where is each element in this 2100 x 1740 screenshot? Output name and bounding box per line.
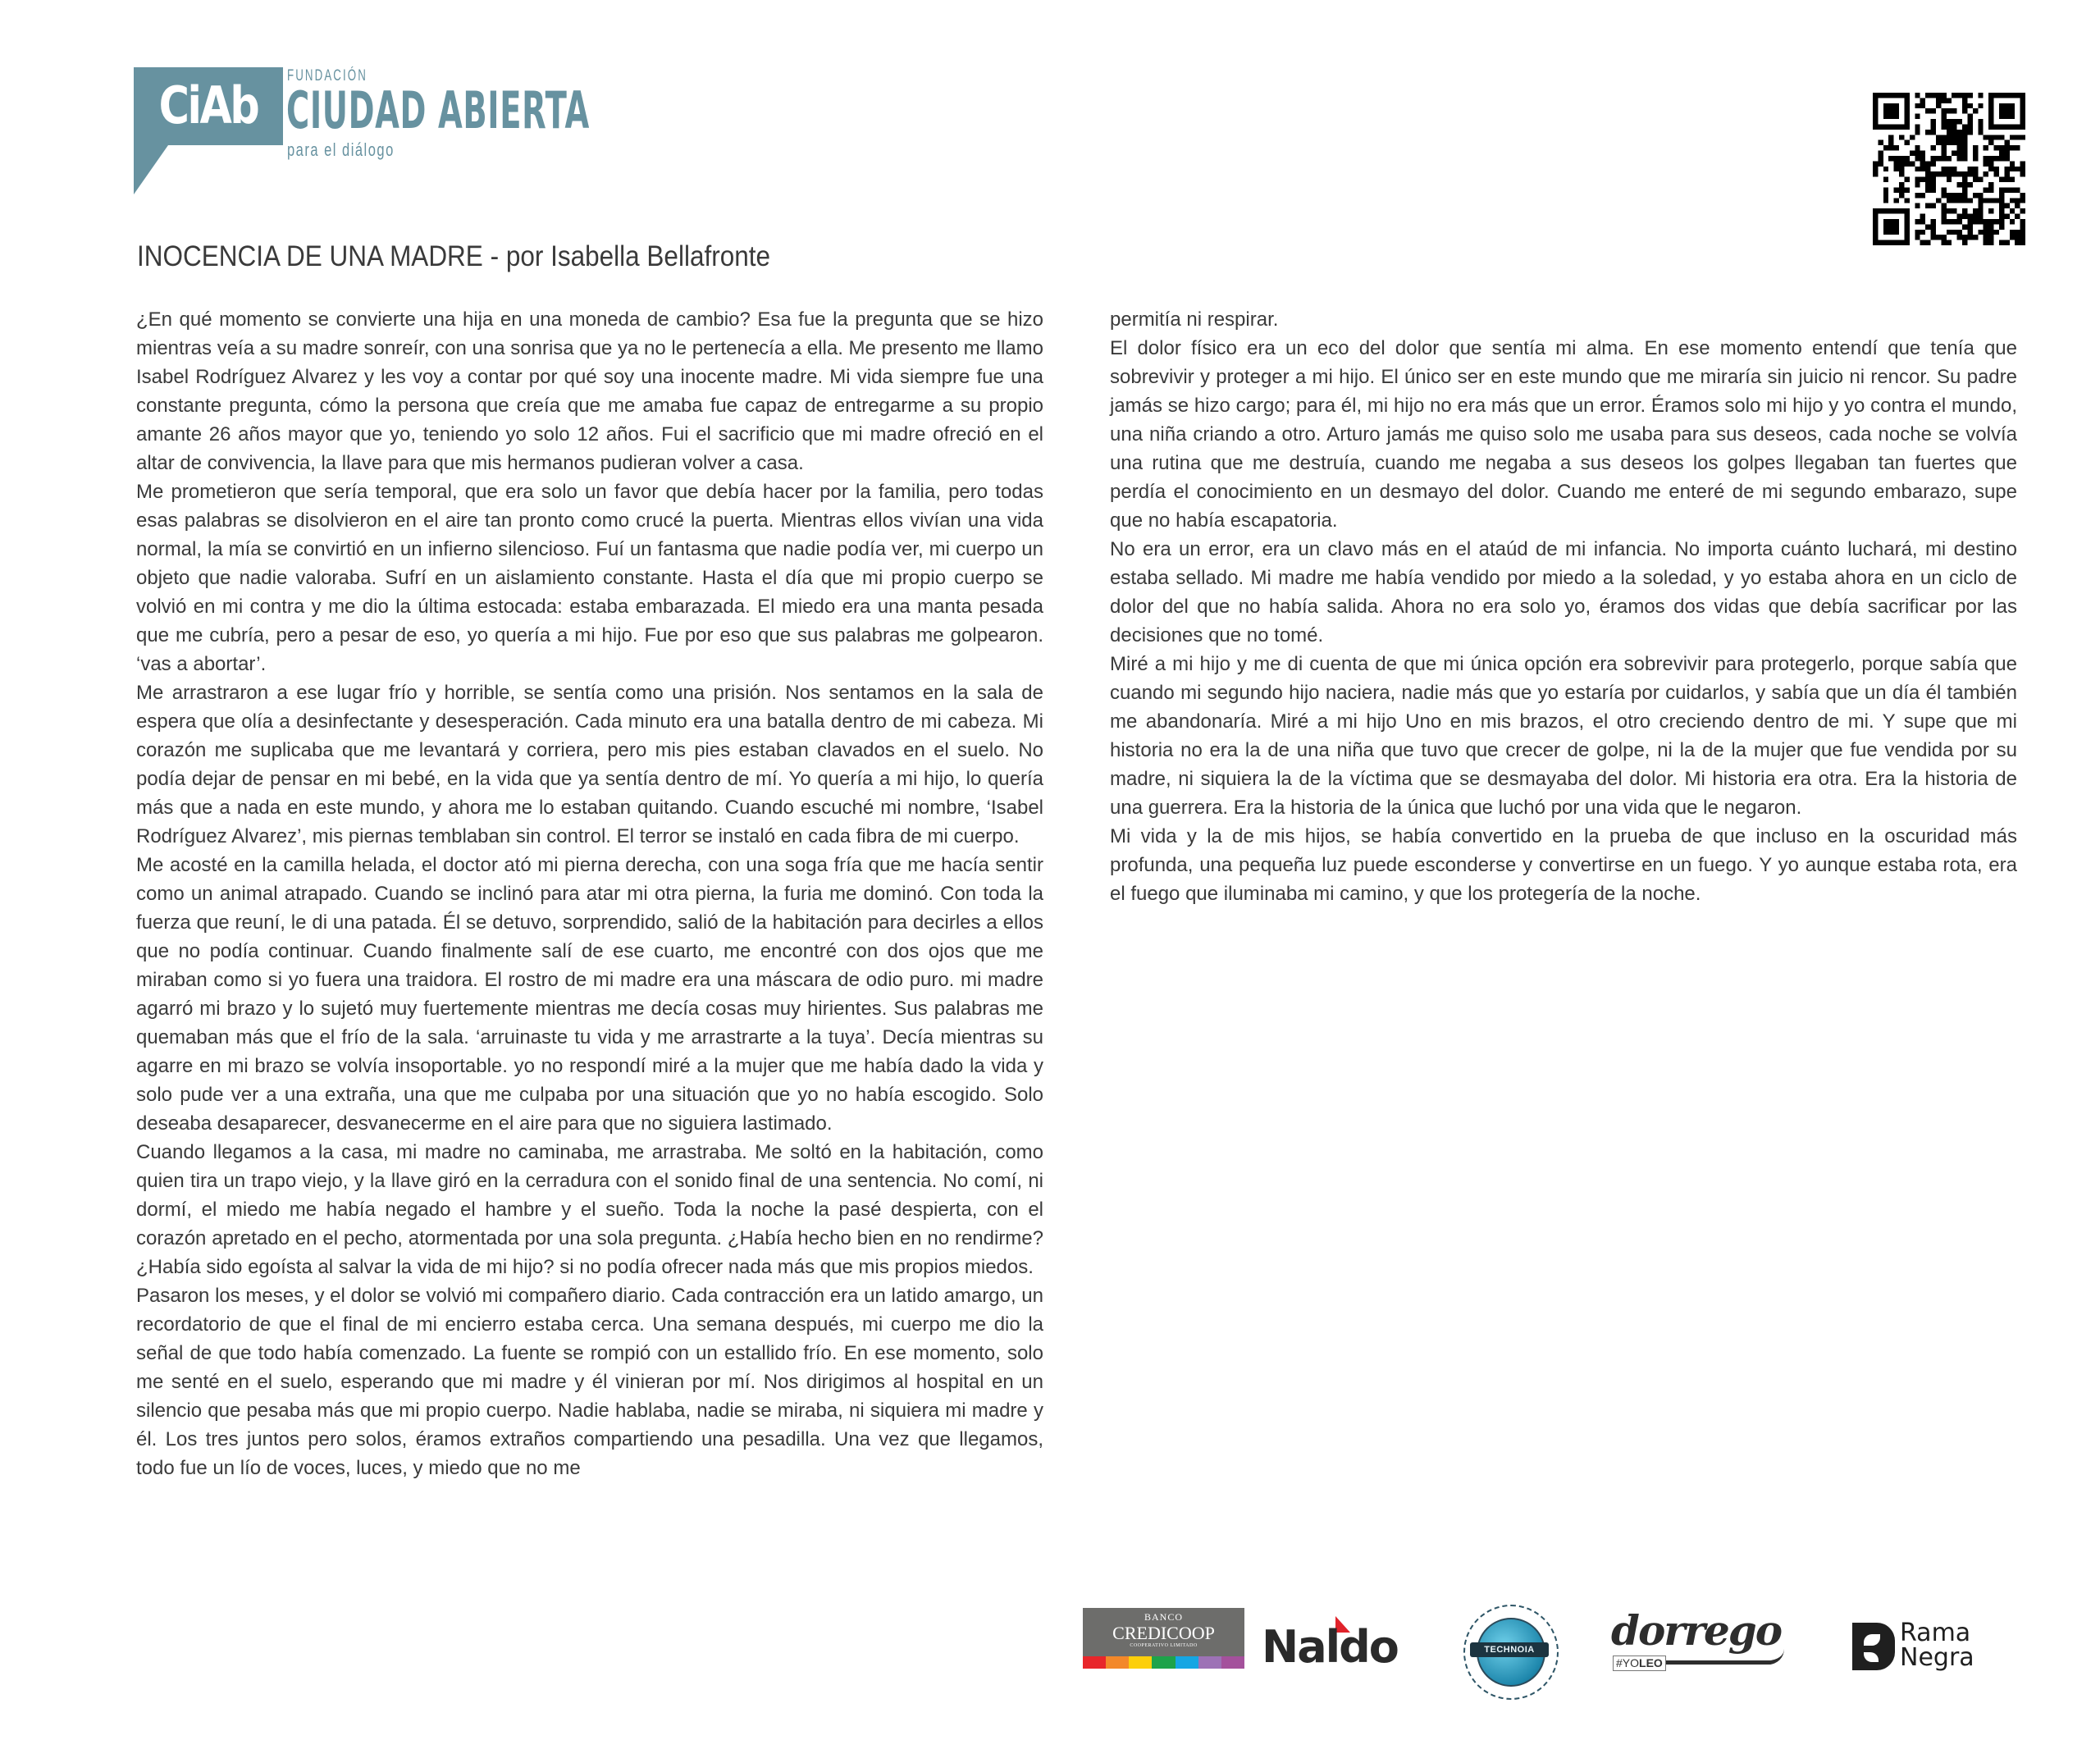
sponsor-logos [1083, 1600, 2034, 1706]
ciudad-abierta-logo [134, 67, 593, 211]
document-title: INOCENCIA DE UNA MADRE - por Isabella Bellafronte [137, 240, 771, 272]
qr-code-icon[interactable] [1873, 93, 2025, 245]
paragraph: El dolor físico era un eco del dolor que sentía mi alma. En ese momento entendí que tenía que sobrevivir y proteger a mi hijo. El único ser en este mundo que me miraría sin juicio ni rencor. Su padre jamás se hizo cargo; para él, mi hijo no era más que un error. Éramos solo mi hijo y yo contra el mundo, una niña criando a otro. Arturo jamás me quiso solo me usaba para sus deseos, cada noche se volvía una rutina que me destruía, cuando me negaba a sus deseos los golpes llegaban tan fuertes que perdía el conocimiento en un desmayo del dolor. Cuando me enteré de mi segundo embarazo, supe que no había escapatoria. [1110, 337, 2017, 532]
paragraph: ¿En qué momento se convierte una hija en una moneda de cambio? Esa fue la pregunta que se hizo mientras veía a su madre sonreír, con una sonrisa que ya no le pertenecía a ella. Me presento me llamo Isabel Rodríguez Alvarez y les voy a contar por qué soy una inocente madre. Mi vida siempre fue una constante pregunta, cómo la persona que creía que me amaba fue capaz de entregarme a su propio amante 26 años mayor que yo, teniendo yo solo 12 años. Fui el sacrificio que mi madre ofreció en el altar de convivencia, la llave para que mis hermanos pudieran volver a casa. [136, 308, 1043, 474]
naldo-logo [1262, 1610, 1418, 1675]
paragraph: Mi vida y la de mis hijos, se había convertido en la prueba de que incluso en la oscuridad más profunda, una pequeña luz puede esconderse y convertirse en un fuego. Y yo aunque estaba rota, era el fuego que iluminaba mi camino, y que los protegería de la noche. [1110, 825, 2017, 905]
stripe [1198, 1656, 1221, 1669]
logo-tagline: para el diálogo [287, 139, 395, 160]
credicoop-logo [1083, 1608, 1244, 1669]
rama-negra-r-icon [1852, 1623, 1895, 1670]
left-text-column [136, 305, 1043, 1482]
credicoop-line2: CREDICOOP [1112, 1623, 1215, 1643]
stripe [1221, 1656, 1244, 1669]
tag-prefix: #YO [1616, 1656, 1640, 1669]
logo-prefix: FUNDACIÓN [287, 67, 368, 84]
paragraph: Me prometieron que sería temporal, que era solo un favor que debía hacer por la familia, pero todas esas palabras se disolvieron en el aire tan pronto como crucé la puerta. Mientras ellos vivían una vida normal, la mía se convirtió en un infierno silencioso. Fuí un fantasma que nadie podía ver, mi cuerpo un objeto que nadie valoraba. Sufrí en un aislamiento constante. Hasta el día que mi propio cuerpo se volvió en mi contra y me dio la última estocada: estaba embarazada. El miedo era una manta pesada que me cubría, pero a pesar de eso, yo quería a mi hijo. Fue por eso que sus palabras me golpearon. ‘vas a abortar’. [136, 481, 1043, 675]
credicoop-stripes [1083, 1656, 1244, 1669]
technoia-name: TECHNOIA [1470, 1642, 1549, 1657]
paragraph: Cuando llegamos a la casa, mi madre no caminaba, me arrastraba. Me soltó en la habitación, como quien tira un trapo viejo, y la llave giró en la cerradura con el sonido final de una sentencia. No comí, ni dormí, el miedo me había negado el hambre y el sueño. Toda la noche la pasé despierta, con el corazón apretado en el pecho, atormentada por una sola pregunta. ¿Había hecho bien en no rendirme? ¿Había sido egoísta al salvar la vida de mi hijo? si no podía ofrecer nada más que mis propios miedos. [136, 1141, 1043, 1278]
logo-name: CIUDAD ABIERTA [286, 80, 590, 140]
credicoop-line1: BANCO [1144, 1611, 1183, 1623]
paragraph: permitía ni respirar. [1110, 308, 1279, 331]
right-text-column [1110, 305, 2017, 908]
paragraph: Me arrastraron a ese lugar frío y horrible, se sentía como una prisión. Nos sentamos en la sala de espera que olía a desinfectante y desesperación. Cada minuto era una batalla dentro de mi cabeza. Mi corazón me suplicaba que me levantará y corriera, pero mis pies estaban clavados en el suelo. No podía dejar de pensar en mi bebé, en la vida que ya sentía dentro de mí. Yo quería a mi hijo, lo quería más que a nada en este mundo, y ahora me lo estaban quitando. Cuando escuché mi nombre, ‘Isabel Rodríguez Alvarez’, mis piernas temblaban sin control. El terror se instaló en cada fibra de mi cuerpo. [136, 682, 1043, 847]
paragraph: Pasaron los meses, y el dolor se volvió mi compañero diario. Cada contracción era un latido amargo, un recordatorio de que el final de mi encierro estaba cerca. Una semana después, mi cuerpo me dio la señal de que todo había comenzado. La fuente se rompió con un estallido frío. En ese momento, solo me senté en el suelo, esperando que mi madre y él vinieran por mí. Nos dirigimos al hospital en un silencio que pesaba más que mi propio cuerpo. Nadie hablaba, nadie se miraba, ni siquiera mi madre y él. Los tres juntos pero solos, éramos extraños compartiendo una pesadilla. Una vez que llegamos, todo fue un lío de voces, luces, y miedo que no me [136, 1285, 1043, 1479]
paragraph: Me acosté en la camilla helada, el doctor ató mi pierna derecha, con una soga fría que me hacía sentir como un animal atrapado. Cuando se inclinó para atar mi otra pierna, la furia me dominó. Con toda la fuerza que reuní, le di una patada. Él se detuvo, sorprendido, salió de la habitación para decirles a ellos que no podía continuar. Cuando finalmente salí de ese cuarto, me encontré con dos ojos que me miraban como si yo fuera una traidora. El rostro de mi madre era una máscara de odio puro. mi madre agarró mi brazo y lo sujetó muy fuertemente mientras me decía cosas muy hirientes. Sus palabras me quemaban más que el frío de la sala. ‘arruinaste tu vida y me arrastrarte a la tuya’. Decía mientras su agarre en mi brazo se volvía insoportable. yo no respondí miré a la mujer que me había dado la vida y solo pude ver a una extraña, una que me culpaba por una situación que yo no había escogido. Solo deseaba desaparecer, desvanecerme en el aire para que no siguiera lastimado. [136, 854, 1043, 1135]
swoosh-icon [1649, 1649, 1784, 1665]
dorrego-logo [1608, 1606, 1784, 1680]
rama-negra-line1: Rama [1900, 1619, 1971, 1647]
yoleo-tag [1613, 1656, 1666, 1671]
naldo-name: Naldo [1262, 1621, 1398, 1673]
dorrego-name: dorrego [1611, 1606, 1782, 1655]
credicoop-line3: COOPERATIVO LIMITADO [1130, 1643, 1198, 1648]
technoia-logo [1460, 1600, 1559, 1706]
stripe [1106, 1656, 1129, 1669]
paragraph: No era un error, era un clavo más en el ataúd de mi infancia. No importa cuánto luchará, mi destino estaba sellado. Mi madre me había vendido por miedo a la soledad, y yo estaba ahora en un ciclo de dolor del que no había salida. Ahora no era solo yo, éramos dos vidas que debía sacrificar por las decisiones que no tomé. [1110, 538, 2017, 646]
stripe [1152, 1656, 1175, 1669]
paragraph: Miré a mi hijo y me di cuenta de que mi única opción era sobrevivir para protegerlo, porque sabía que cuando mi segundo hijo naciera, nadie más que yo estaría por cuidarlos, y sabía que un día él también me abandonaría. Miré a mi hijo Uno en mis brazos, el otro creciendo dentro de mi. Y supe que mi historia no era la de una niña que tuvo que crecer de golpe, ni la de la mujer que fue vendida por su madre, ni siquiera la de la víctima que se desmayaba del dolor. Mi historia era otra. Era la historia de una guerrera. Era la historia de la única que luchó por una vida que le negaron. [1110, 653, 2017, 819]
tag-bold: LEO [1639, 1656, 1663, 1669]
stripe [1083, 1656, 1106, 1669]
rama-negra-line2: Negra [1900, 1643, 1974, 1672]
stripe [1176, 1656, 1198, 1669]
stripe [1129, 1656, 1152, 1669]
rama-negra-logo [1852, 1619, 2016, 1677]
speech-bubble-tail [134, 145, 168, 194]
logo-short-name: CiAb [158, 75, 258, 135]
